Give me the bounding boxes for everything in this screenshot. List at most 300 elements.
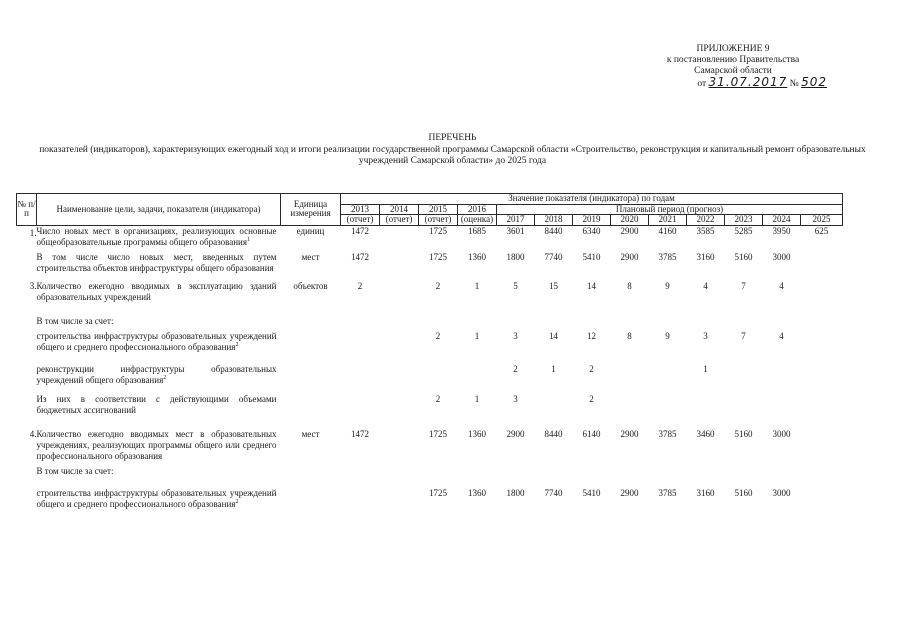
row-name-text: Число новых мест в организациях, реализующих основные общеобразовательные программы общего образования (36, 225, 277, 247)
row-name-text: Количество ежегодно вводимых в эксплуатацию зданий образовательных учреждений (36, 280, 277, 302)
row-value (725, 364, 763, 386)
appendix-date-line (633, 77, 833, 90)
table-row (17, 225, 843, 248)
row-value (497, 394, 535, 416)
header-year-note: (отчет) (419, 215, 458, 226)
row-value-text: 5410 (582, 251, 601, 262)
row-number-text: 3. (29, 280, 37, 291)
row-value-text: 5285 (734, 225, 753, 236)
row-value (611, 316, 649, 327)
row-value (801, 252, 843, 274)
number-prefix: № (789, 79, 799, 89)
row-value-text: 7740 (544, 251, 563, 262)
header-name: Наименование цели, задачи, показателя (индикатора) (37, 194, 281, 226)
footnote-mark: 2 (163, 374, 167, 381)
row-unit (281, 394, 341, 416)
row-value-text: 3160 (696, 251, 715, 262)
row-value (649, 394, 687, 416)
row-value-text: 3785 (658, 487, 677, 498)
header-year: 2015 (419, 204, 458, 215)
row-value-text: 3000 (772, 251, 791, 262)
row-value (380, 429, 419, 462)
row-value-text: 625 (814, 225, 829, 236)
row-unit (281, 429, 341, 462)
row-unit (281, 466, 341, 477)
row-value-text: 3585 (696, 225, 715, 236)
row-value-text: 3000 (772, 428, 791, 439)
row-value (341, 316, 380, 327)
row-value (763, 466, 801, 477)
row-name-text: Из них в соответствии с действующими объемами бюджетных ассигнований (36, 393, 277, 415)
row-value (649, 281, 687, 303)
header-year-note: (отчет) (341, 215, 380, 226)
table-row (17, 252, 843, 274)
row-value-text: 1360 (468, 251, 486, 262)
row-value (687, 331, 725, 353)
row-name (37, 252, 281, 274)
header-year: 2014 (380, 204, 419, 215)
table-body (17, 225, 843, 510)
row-number (17, 331, 37, 353)
row-unit-text: мест (301, 428, 320, 439)
table-row (17, 429, 843, 462)
row-value-text: 6340 (582, 225, 601, 236)
row-value (380, 316, 419, 327)
row-value (341, 225, 380, 248)
row-number (17, 364, 37, 386)
row-spacer-cell (17, 416, 843, 429)
row-value-text: 9 (665, 280, 670, 291)
row-value (725, 429, 763, 462)
row-value (458, 429, 497, 462)
row-value (725, 225, 763, 248)
row-value-text: 7 (741, 330, 746, 341)
row-value-text: 6140 (582, 428, 601, 439)
row-spacer (17, 477, 843, 488)
row-value (725, 316, 763, 327)
document-subtitle: показателей (индикаторов), характеризующих ежегодный ход и итоги реализации государственной программы Самарской области «Строительство, реконструкция и капитальный ремонт образовательных учреждений Самарской области» до 2025 года (39, 144, 866, 166)
header-year: 2013 (341, 204, 380, 215)
row-unit (281, 281, 341, 303)
row-spacer (17, 386, 843, 394)
row-name-text: строительства инфраструктуры образовательных учреждений общего и среднего профессионального образования (36, 330, 277, 352)
header-year: 2018 (535, 215, 573, 226)
row-value (649, 331, 687, 353)
row-value-text: 5160 (734, 251, 753, 262)
row-value (380, 252, 419, 274)
header-unit: Единица измерения (281, 194, 341, 226)
row-value (341, 331, 380, 353)
row-value (341, 252, 380, 274)
row-value (458, 488, 497, 510)
row-value (649, 252, 687, 274)
row-value-text: 3460 (696, 428, 715, 439)
row-value (725, 394, 763, 416)
footnote-mark: 2 (235, 498, 239, 505)
appendix-block (633, 44, 833, 90)
row-value (419, 281, 458, 303)
row-name (37, 281, 281, 303)
header-year: 2025 (801, 215, 843, 226)
row-value-text: 3785 (658, 428, 677, 439)
row-value (687, 429, 725, 462)
row-number-text: 1. (29, 227, 37, 238)
row-value (649, 466, 687, 477)
footnote-mark: 2 (235, 341, 239, 348)
header-year: 2016 (458, 204, 497, 215)
row-unit-text: единиц (296, 225, 325, 236)
row-value (573, 488, 611, 510)
row-value (497, 316, 535, 327)
row-value (458, 281, 497, 303)
row-value (687, 281, 725, 303)
row-value (649, 316, 687, 327)
row-value-text: 3 (513, 330, 518, 341)
row-value-text: 3000 (772, 487, 791, 498)
row-value-text: 1800 (506, 487, 525, 498)
row-value-text: 1 (703, 363, 708, 374)
row-value-text: 14 (549, 330, 558, 341)
row-spacer-cell (17, 353, 843, 364)
row-value (687, 466, 725, 477)
row-value (419, 225, 458, 248)
row-value (380, 331, 419, 353)
row-value (497, 429, 535, 462)
table-row (17, 316, 843, 327)
row-value-text: 8440 (544, 428, 563, 439)
handwritten-date: 31.07.2017 (708, 75, 788, 89)
row-value-text: 1 (474, 330, 480, 341)
row-value (419, 316, 458, 327)
row-unit (281, 225, 341, 248)
row-value (687, 364, 725, 386)
appendix-line-3: Самарской области (694, 66, 772, 76)
date-prefix: от (697, 79, 707, 89)
row-name (37, 429, 281, 462)
row-value (763, 225, 801, 248)
row-value (725, 331, 763, 353)
row-spacer (17, 274, 843, 281)
row-value (380, 394, 419, 416)
row-value (687, 316, 725, 327)
row-value (341, 281, 380, 303)
row-value (573, 252, 611, 274)
row-value-text: 1472 (351, 251, 369, 262)
row-value (535, 252, 573, 274)
header-values: Значение показателя (индикатора) по годам (341, 194, 843, 205)
row-value (458, 364, 497, 386)
header-year-note: (отчет) (380, 215, 419, 226)
row-value (611, 394, 649, 416)
row-value (725, 281, 763, 303)
row-value-text: 1725 (429, 428, 447, 439)
row-value (497, 252, 535, 274)
row-name (37, 364, 281, 386)
row-value-text: 9 (665, 330, 670, 341)
row-value-text: 4160 (658, 225, 677, 236)
header-num: № п/п (17, 194, 37, 226)
row-unit (281, 316, 341, 327)
row-unit-text: мест (301, 251, 320, 262)
row-name-text: В том числе за счет: (36, 465, 114, 476)
row-name-text: В том числе за счет: (36, 315, 114, 326)
row-value (611, 225, 649, 248)
row-value (497, 466, 535, 477)
row-spacer (17, 416, 843, 429)
row-number (17, 252, 37, 274)
appendix-title: ПРИЛОЖЕНИЕ 9 (696, 44, 770, 54)
row-value (763, 252, 801, 274)
header-plan: Плановый период (прогноз) (497, 204, 843, 215)
row-value (649, 488, 687, 510)
header-year: 2019 (573, 215, 611, 226)
row-value (649, 364, 687, 386)
row-value (573, 281, 611, 303)
row-value-text: 1 (474, 393, 480, 404)
row-number (17, 225, 37, 248)
row-spacer-cell (17, 274, 843, 281)
table-row (17, 466, 843, 477)
row-value-text: 2 (513, 363, 518, 374)
row-value (380, 281, 419, 303)
row-value (725, 252, 763, 274)
row-unit (281, 331, 341, 353)
row-unit-text: объектов (293, 280, 328, 291)
row-value (573, 364, 611, 386)
row-value (535, 316, 573, 327)
table-row (17, 364, 843, 386)
row-value (380, 488, 419, 510)
row-number-text: 4. (29, 428, 37, 439)
row-value (458, 331, 497, 353)
row-number (17, 488, 37, 510)
row-value (763, 394, 801, 416)
row-value (763, 488, 801, 510)
row-value (341, 488, 380, 510)
row-value (458, 225, 497, 248)
handwritten-number: 502 (801, 75, 827, 89)
row-value (341, 364, 380, 386)
row-value (419, 331, 458, 353)
row-value-text: 14 (587, 280, 596, 291)
row-value (801, 316, 843, 327)
row-value (763, 364, 801, 386)
row-value (380, 225, 419, 248)
row-value (497, 364, 535, 386)
row-name (37, 316, 281, 327)
row-name (37, 488, 281, 510)
row-value (341, 429, 380, 462)
footnote-mark: 1 (247, 236, 250, 243)
row-value-text: 8 (627, 280, 632, 291)
row-value-text: 1685 (468, 225, 486, 236)
row-value (341, 394, 380, 416)
row-value-text: 2900 (506, 428, 525, 439)
row-value-text: 1360 (468, 428, 486, 439)
row-value (497, 331, 535, 353)
row-value (801, 281, 843, 303)
row-value (725, 466, 763, 477)
row-value-text: 4 (779, 330, 784, 341)
row-value (763, 429, 801, 462)
row-value (611, 488, 649, 510)
row-value (687, 488, 725, 510)
row-value (535, 466, 573, 477)
row-value (535, 225, 573, 248)
row-value (458, 466, 497, 477)
row-value-text: 2 (435, 280, 441, 291)
row-number (17, 429, 37, 462)
row-value-text: 12 (587, 330, 596, 341)
row-value (801, 466, 843, 477)
row-spacer (17, 353, 843, 364)
row-spacer-cell (17, 303, 843, 316)
row-number (17, 281, 37, 303)
header-year: 2021 (649, 215, 687, 226)
row-value (573, 466, 611, 477)
row-value (458, 252, 497, 274)
row-value (535, 429, 573, 462)
row-value (763, 281, 801, 303)
row-value-text: 1360 (468, 487, 486, 498)
table-row (17, 488, 843, 510)
row-spacer (17, 303, 843, 316)
row-value (611, 252, 649, 274)
document-heading (0, 133, 905, 168)
row-value-text: 1 (474, 280, 480, 291)
row-value (801, 364, 843, 386)
row-value-text: 3950 (772, 225, 791, 236)
row-value (497, 488, 535, 510)
row-name (37, 466, 281, 477)
row-value-text: 1 (551, 363, 556, 374)
row-value (573, 225, 611, 248)
table-header (17, 194, 843, 226)
row-value (611, 364, 649, 386)
row-value (763, 316, 801, 327)
row-value (535, 394, 573, 416)
row-value (458, 316, 497, 327)
row-value-text: 7740 (544, 487, 563, 498)
row-value-text: 15 (549, 280, 558, 291)
row-value-text: 2 (357, 280, 363, 291)
row-value (573, 316, 611, 327)
row-value (573, 394, 611, 416)
row-value (380, 466, 419, 477)
row-value-text: 2900 (620, 487, 639, 498)
row-number (17, 316, 37, 327)
row-value-text: 5160 (734, 428, 753, 439)
row-value-text: 2 (589, 393, 594, 404)
row-value (611, 466, 649, 477)
row-value (497, 281, 535, 303)
row-value (801, 488, 843, 510)
row-value (649, 429, 687, 462)
row-value (801, 429, 843, 462)
row-value-text: 3 (513, 393, 518, 404)
row-value (801, 394, 843, 416)
row-value (611, 331, 649, 353)
row-name-text: Количество ежегодно вводимых мест в образовательных учреждениях, реализующих программы общего или среднего профессионального образования (36, 428, 277, 461)
row-value-text: 1800 (506, 251, 525, 262)
row-name-text: В том числе число новых мест, введенных путем строительства объектов инфраструктуры общего образования (36, 251, 277, 273)
row-value-text: 2900 (620, 251, 639, 262)
row-value (725, 488, 763, 510)
row-number (17, 394, 37, 416)
row-value (341, 466, 380, 477)
row-value (419, 466, 458, 477)
row-spacer-cell (17, 477, 843, 488)
row-value (763, 331, 801, 353)
row-value-text: 8440 (544, 225, 563, 236)
row-value (535, 364, 573, 386)
row-value-text: 1725 (429, 251, 447, 262)
header-year: 2024 (763, 215, 801, 226)
header-year-note: (оценка) (458, 215, 497, 226)
row-value (497, 225, 535, 248)
row-value-text: 5 (513, 280, 518, 291)
row-value (419, 488, 458, 510)
row-value-text: 5160 (734, 487, 753, 498)
row-value-text: 5410 (582, 487, 601, 498)
indicators-table (16, 193, 843, 510)
row-name-text: реконструкции инфраструктуры образовательных учреждений общего образования (36, 363, 277, 385)
row-value (419, 364, 458, 386)
header-year: 2023 (725, 215, 763, 226)
row-value-text: 4 (703, 280, 708, 291)
header-year: 2020 (611, 215, 649, 226)
row-value (687, 394, 725, 416)
row-name (37, 225, 281, 248)
row-value (649, 225, 687, 248)
row-value-text: 1472 (351, 428, 369, 439)
row-unit (281, 252, 341, 274)
row-value (573, 331, 611, 353)
row-value-text: 2 (435, 393, 441, 404)
row-spacer-cell (17, 386, 843, 394)
row-value-text: 1725 (429, 225, 447, 236)
row-value-text: 2 (589, 363, 594, 374)
row-value-text: 7 (741, 280, 746, 291)
table-row (17, 331, 843, 353)
row-value (458, 394, 497, 416)
row-value-text: 8 (627, 330, 632, 341)
row-value (419, 429, 458, 462)
row-value-text: 1472 (351, 225, 369, 236)
row-value-text: 2900 (620, 225, 639, 236)
row-name (37, 394, 281, 416)
row-value (573, 429, 611, 462)
row-value (380, 364, 419, 386)
row-value (611, 429, 649, 462)
header-year: 2022 (687, 215, 725, 226)
row-value-text: 3601 (506, 225, 525, 236)
row-value (611, 281, 649, 303)
table-row (17, 281, 843, 303)
header-year: 2017 (497, 215, 535, 226)
row-value-text: 2900 (620, 428, 639, 439)
row-value-text: 2 (435, 330, 441, 341)
row-unit (281, 364, 341, 386)
row-name (37, 331, 281, 353)
row-value (535, 488, 573, 510)
appendix-line-2: к постановлению Правительства (666, 55, 800, 65)
row-value-text: 1725 (429, 487, 447, 498)
row-value (687, 225, 725, 248)
row-value-text: 4 (779, 280, 784, 291)
row-value-text: 3 (703, 330, 708, 341)
row-value-text: 3785 (658, 251, 677, 262)
